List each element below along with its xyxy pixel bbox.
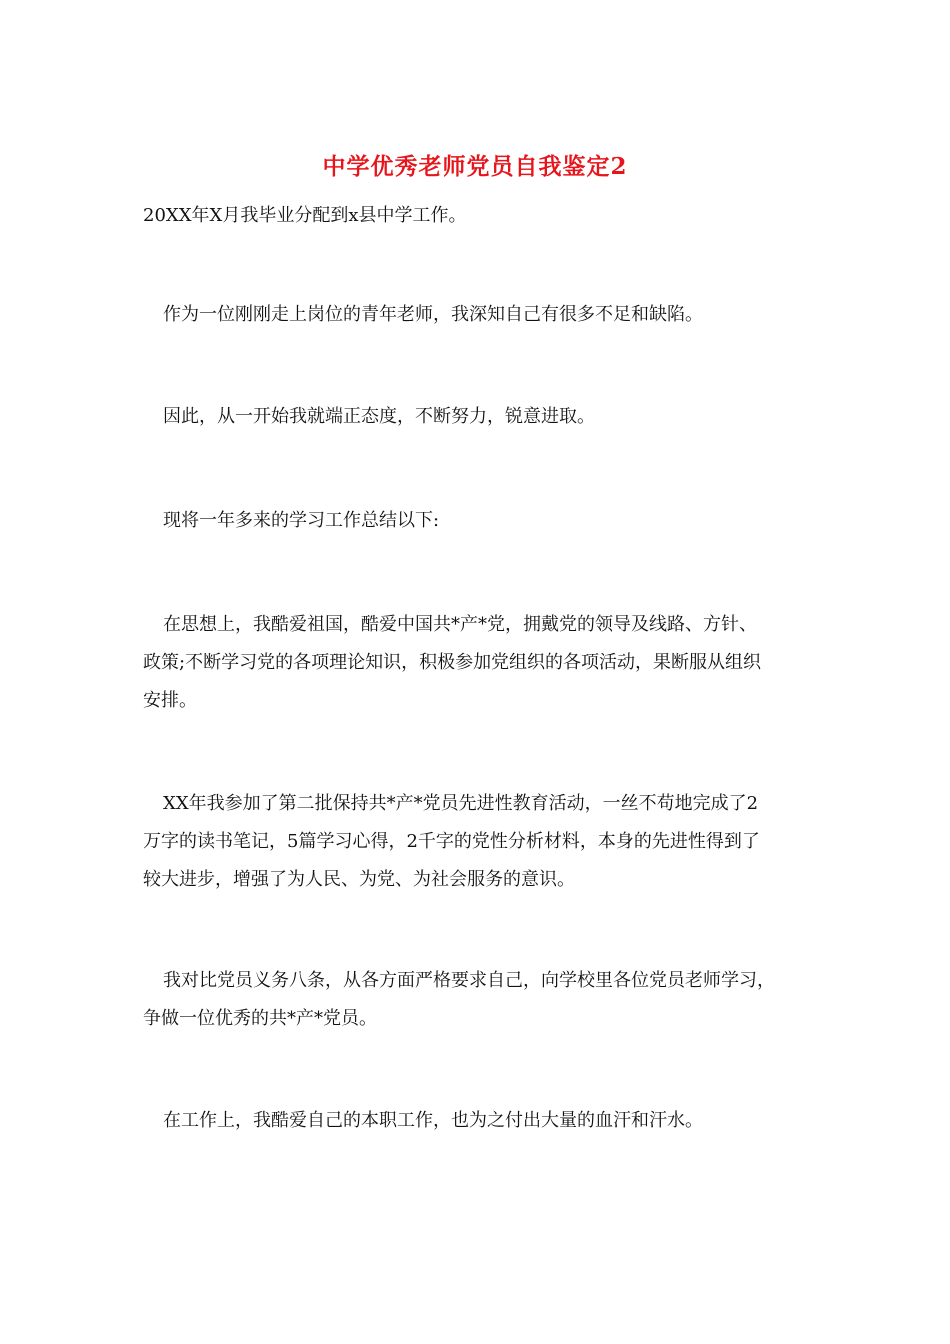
document-title: 中学优秀老师党员自我鉴定2 — [322, 153, 628, 180]
paragraph-line: 安排。 — [143, 690, 197, 711]
paragraph-line: 较大进步，增强了为人民、为党、为社会服务的意识。 — [143, 869, 575, 890]
paragraph-line: 在工作上，我酷爱自己的本职工作，也为之付出大量的血汗和汗水。 — [163, 1110, 703, 1131]
paragraph-line: XX年我参加了第二批保持共*产*党员先进性教育活动，一丝不苟地完成了2 — [163, 793, 759, 814]
paragraph-5 — [143, 606, 813, 720]
paragraph-line: 因此，从一开始我就端正态度，不断努力，锐意进取。 — [163, 406, 595, 427]
paragraph-line: 我对比党员义务八条，从各方面严格要求自己，向学校里各位党员老师学习， — [163, 970, 775, 991]
paragraph-2 — [143, 296, 813, 334]
paragraph-4 — [143, 502, 813, 540]
paragraph-line: 争做一位优秀的共*产*党员。 — [143, 1008, 377, 1029]
paragraph-8 — [143, 1102, 813, 1140]
paragraph-line: 在思想上，我酷爱祖国，酷爱中国共*产*党，拥戴党的领导及线路、方针、 — [163, 614, 757, 635]
paragraph-7 — [143, 962, 813, 1038]
paragraph-line: 20XX年X月我毕业分配到x县中学工作。 — [143, 205, 467, 226]
paragraph-line: 万字的读书笔记，5篇学习心得，2千字的党性分析材料，本身的先进性得到了 — [143, 831, 760, 852]
paragraph-6 — [143, 785, 813, 899]
paragraph-line: 作为一位刚刚走上岗位的青年老师，我深知自己有很多不足和缺陷。 — [163, 304, 703, 325]
paragraph-line: 政策;不断学习党的各项理论知识，积极参加党组织的各项活动，果断服从组织 — [143, 652, 762, 673]
paragraph-line: 现将一年多来的学习工作总结以下: — [163, 510, 440, 531]
paragraph-1 — [143, 197, 813, 235]
paragraph-3 — [143, 398, 813, 436]
